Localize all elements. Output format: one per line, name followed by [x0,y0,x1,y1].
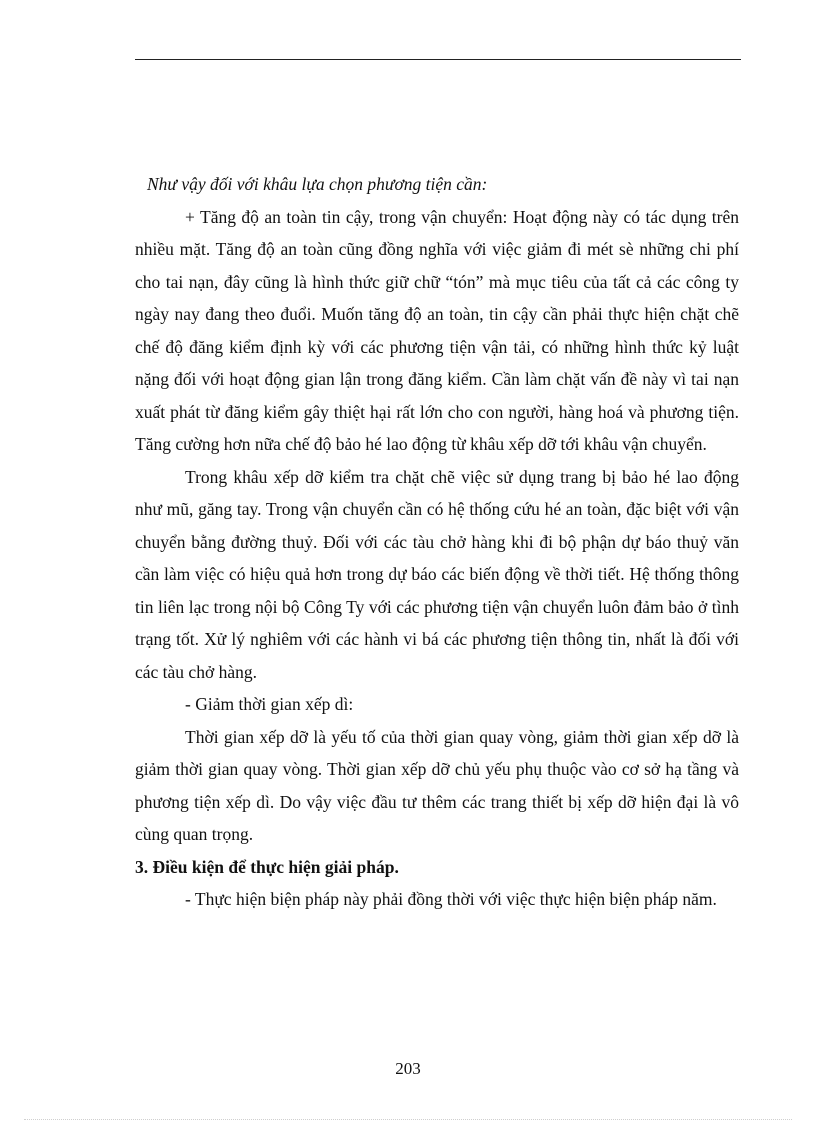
header-rule [135,59,741,60]
paragraph-implementation: - Thực hiện biện pháp này phải đồng thời với việc thực hiện biện pháp năm. [185,889,717,909]
paragraph-reduce-loading-time: - Giảm thời gian xếp dì: [185,694,354,714]
page-body [135,168,739,916]
section-heading: 3. Điều kiện để thực hiện giải pháp. [135,856,399,877]
paragraph-loading-inspection: Trong khâu xếp dỡ kiểm tra chặt chẽ việc sử dụng trang bị bảo hé lao động như mũ, găng tay. Trong vận chuyển cần có hệ thống cứu hé an toàn, đặc biệt với vận chuyển bằng đường thuỷ. Đối với các tàu chở hàng khi đi bộ phận dự báo thuỷ văn cần làm việc có hiệu quả hơn trong dự báo các biến động về thời tiết. Hệ thống thông tin liên lạc trong nội bộ Công Ty với các phương tiện vận chuyển luôn đảm bảo ở tình trạng tốt. Xử lý nghiêm với các hành vi bá các phương tiện thông tin, nhất là đối với các tàu chở hàng. [135,466,739,682]
intro-line: Như vậy đối với khâu lựa chọn phương tiện cần: [147,174,488,194]
page-number: 203 [395,1059,421,1078]
paragraph-safety: + Tăng độ an toàn tin cậy, trong vận chuyển: Hoạt động này có tác dụng trên nhiều mặt. Tăng độ an toàn cũng đồng nghĩa với việc giảm đi mét sè những chi phí cho tai nạn, đây cũng là hình thức giữ chữ “tón” mà mục tiêu của tất cả các công ty ngày nay đang theo đuổi. Muốn tăng độ an toàn, tin cậy cần phải thực hiện chặt chẽ chế độ đăng kiểm định kỳ với các phương tiện vận tải, có những hình thức kỷ luật nặng đối với hoạt động gian lận trong đăng kiểm. Cần làm chặt vấn đề này vì tai nạn xuất phát từ đăng kiểm gây thiệt hại rất lớn cho con người, hàng hoá và phương tiện. Tăng cường hơn nữa chế độ bảo hé lao động từ khâu xếp dỡ tới khâu vận chuyển. [135,206,739,454]
paragraph-loading-time-detail: Thời gian xếp dỡ là yếu tố của thời gian quay vòng, giảm thời gian xếp dỡ là giảm thời gian quay vòng. Thời gian xếp dỡ chủ yếu phụ thuộc vào cơ sở hạ tầng và phương tiện xếp dì. Do vậy việc đầu tư thêm các trang thiết bị xếp dỡ hiện đại là vô cùng quan trọng. [135,726,739,844]
page-bottom-border [24,1119,792,1120]
